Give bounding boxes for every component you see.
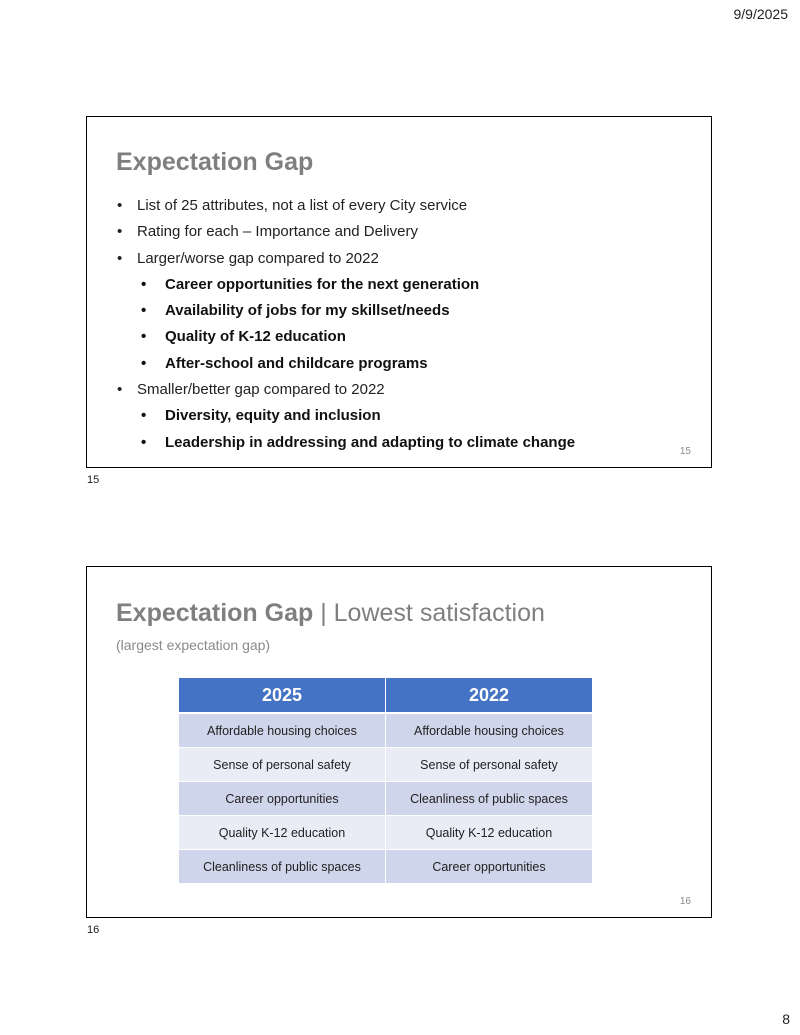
column-header: 2022 (385, 678, 592, 713)
bullet-item: • Larger/worse gap compared to 2022 (117, 246, 697, 272)
table-row (179, 850, 593, 884)
table-cell: Quality K-12 education (385, 816, 592, 850)
slide-title (116, 599, 545, 628)
page-number: 8 (782, 1011, 790, 1027)
table-row (179, 713, 593, 748)
sub-bullet-item: • Leadership in addressing and adapting to climate change (117, 430, 697, 456)
table-row (179, 816, 593, 850)
table-cell: Cleanliness of public spaces (179, 850, 385, 884)
bullet-list (117, 193, 697, 456)
slide-number: 16 (679, 896, 691, 907)
table-header-row (179, 678, 593, 713)
slide-subtitle: (largest expectation gap) (116, 637, 271, 653)
table-row (179, 748, 593, 782)
sub-bullet-item: • After-school and childcare programs (117, 351, 697, 377)
slide-16 (86, 566, 712, 918)
sub-bullet-item: • Diversity, equity and inclusion (117, 403, 697, 429)
column-header: 2025 (179, 678, 385, 713)
title-bold: Expectation Gap (116, 599, 314, 627)
bullet-item: • Smaller/better gap compared to 2022 (117, 377, 697, 403)
table-cell: Career opportunities (385, 850, 592, 884)
table-row (179, 782, 593, 816)
slide-number: 15 (679, 446, 691, 457)
sub-bullet-item: • Quality of K-12 education (117, 324, 697, 350)
sub-bullet-item: • Career opportunities for the next generation (117, 272, 697, 298)
table-cell: Career opportunities (179, 782, 385, 816)
slide-15 (86, 116, 712, 468)
slide-label: 16 (87, 924, 100, 936)
slide-title: Expectation Gap (116, 148, 314, 176)
table-cell: Sense of personal safety (385, 748, 592, 782)
expectation-gap-table (179, 678, 593, 884)
table-cell: Quality K-12 education (179, 816, 385, 850)
slide-label: 15 (87, 474, 100, 486)
table-cell: Sense of personal safety (179, 748, 385, 782)
title-separator: | (313, 599, 334, 627)
table-cell: Affordable housing choices (385, 713, 592, 748)
sub-bullet-item: • Availability of jobs for my skillset/needs (117, 298, 697, 324)
table-cell: Cleanliness of public spaces (385, 782, 592, 816)
page-date: 9/9/2025 (733, 6, 788, 22)
title-light: Lowest satisfaction (333, 599, 545, 627)
bullet-item: • Rating for each – Importance and Delivery (117, 219, 697, 245)
bullet-item: • List of 25 attributes, not a list of every City service (117, 193, 697, 219)
table-cell: Affordable housing choices (179, 713, 385, 748)
